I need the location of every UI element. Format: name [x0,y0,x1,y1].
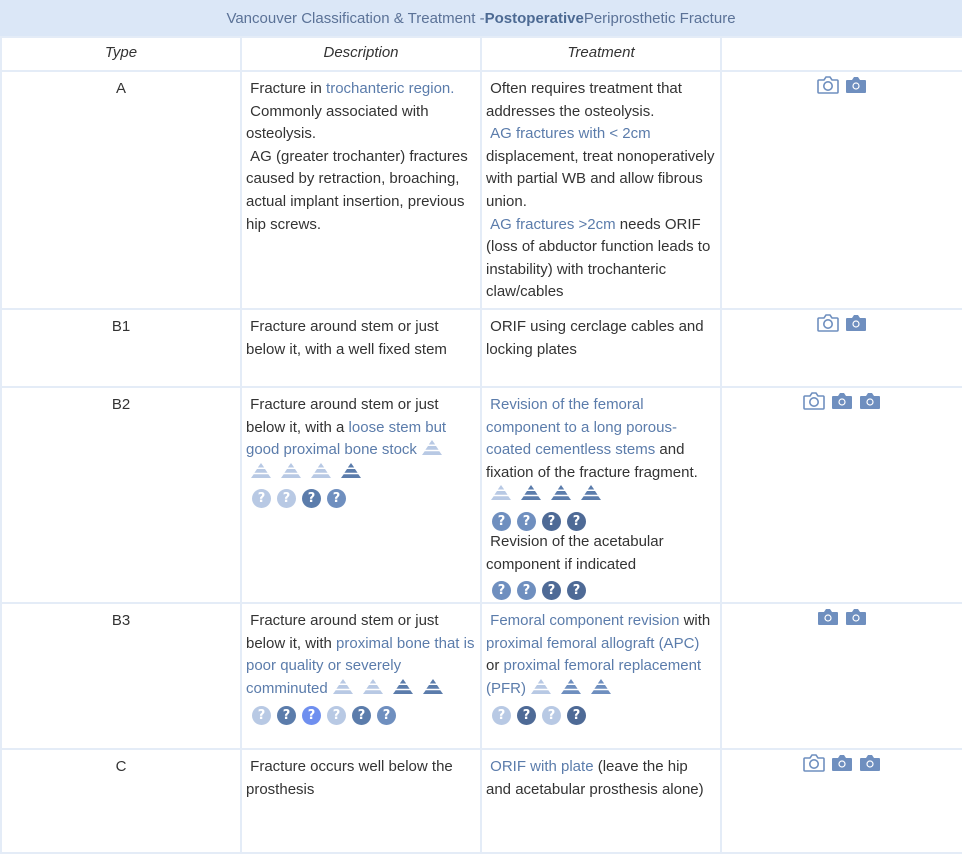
evidence-triangle-icon[interactable] [310,462,332,478]
media-cell [721,603,962,749]
treatment-cell [481,71,721,309]
text-segment: Fracture around stem or just below it, with a well fixed stem [246,318,447,358]
question-icon[interactable]: ? [567,581,586,600]
evidence-triangle-icon[interactable] [362,678,384,694]
media-cell [721,749,962,853]
text-segment: displacement, treat nonoperatively with partial WB and allow fibrous union. [486,147,715,210]
text-segment: and fixation of the fracture fragment. [486,441,698,481]
description-cell [241,387,481,603]
evidence-triangle-icon[interactable] [590,678,612,694]
panel-title [0,0,962,36]
question-icon[interactable]: ? [302,706,321,725]
question-links [489,507,716,531]
camera-filled-icon[interactable] [859,754,881,772]
highlighted-text[interactable]: proximal bone that is poor quality or severely comminuted [246,634,475,697]
evidence-triangle-icon[interactable] [332,678,354,694]
evidence-triangle-icon[interactable] [490,484,512,500]
question-links [249,484,476,508]
highlighted-text[interactable]: trochanteric region. [326,80,455,97]
header-description: Description [241,37,481,71]
highlighted-text[interactable]: proximal femoral allograft (APC) [486,634,700,652]
media-cell [721,387,962,603]
media-cell [721,71,962,309]
text-segment: ORIF using cerclage cables and locking plates [486,318,704,358]
type-cell: A [1,71,241,309]
camera-filled-icon[interactable] [845,608,867,626]
text-segment: or [486,657,504,675]
description-cell [241,309,481,387]
title-suffix: Periprosthetic Fracture [583,9,736,27]
question-icon[interactable]: ? [542,512,561,531]
type-cell: B3 [1,603,241,749]
header-row [1,37,962,71]
table-row [1,387,962,603]
text-segment: AG (greater trochanter) fractures caused by retraction, broaching, actual implant insertion, previous hip screws. [246,147,468,233]
evidence-triangle-icon[interactable] [560,678,582,694]
camera-outline-icon[interactable] [803,392,825,410]
evidence-rating [328,680,448,697]
description-cell [241,71,481,309]
camera-outline-icon[interactable] [803,754,825,772]
question-icon[interactable]: ? [517,581,536,600]
text-segment: Fracture in [246,80,327,97]
camera-filled-icon[interactable] [859,392,881,410]
title-bold: Postoperative [484,9,584,27]
text-segment: needs ORIF (loss of abductor function leads to instability) with trochanteric claw/cables [486,215,711,301]
question-icon[interactable]: ? [542,581,561,600]
question-icon[interactable]: ? [542,706,561,725]
highlighted-text[interactable]: AG fractures >2cm [486,215,616,233]
question-icon[interactable]: ? [327,706,346,725]
question-icon[interactable]: ? [492,706,511,725]
question-icon[interactable]: ? [277,489,296,508]
question-links [489,576,716,600]
type-cell: B2 [1,387,241,603]
table-row [1,71,962,309]
table-row [1,749,962,853]
media-cell [721,309,962,387]
type-cell: C [1,749,241,853]
camera-filled-icon[interactable] [845,76,867,94]
treatment-cell [481,603,721,749]
classification-table [0,36,962,854]
highlighted-text[interactable]: AG fractures with < 2cm [486,125,651,143]
camera-outline-icon[interactable] [817,314,839,332]
text-segment: Revision of the acetabular component if indicated [486,532,664,573]
text-segment: Fracture around stem or just below it, with [246,612,439,652]
question-icon[interactable]: ? [302,489,321,508]
question-icon[interactable]: ? [377,706,396,725]
evidence-triangle-icon[interactable] [520,484,542,500]
question-icon[interactable]: ? [277,706,296,725]
question-icon[interactable]: ? [567,706,586,725]
question-icon[interactable]: ? [492,512,511,531]
evidence-triangle-icon[interactable] [422,678,444,694]
highlighted-text[interactable]: Femoral component revision [486,612,680,630]
evidence-rating [486,486,606,503]
evidence-triangle-icon[interactable] [580,484,602,500]
question-icon[interactable]: ? [352,706,371,725]
evidence-triangle-icon[interactable] [392,678,414,694]
camera-outline-icon[interactable] [817,76,839,94]
header-treatment: Treatment [481,37,721,71]
text-segment: Often requires treatment that addresses the osteolysis. [486,80,682,120]
text-segment: (leave the hip and acetabular prosthesis alone) [486,758,704,798]
question-links [249,701,476,725]
evidence-triangle-icon[interactable] [250,462,272,478]
title-prefix: Vancouver Classification & Treatment - [226,9,485,27]
description-cell [241,749,481,853]
question-icon[interactable]: ? [252,706,271,725]
treatment-cell [481,749,721,853]
question-icon[interactable]: ? [567,512,586,531]
camera-filled-icon[interactable] [831,392,853,410]
evidence-rating [526,680,616,697]
evidence-triangle-icon[interactable] [550,484,572,500]
table-row [1,309,962,387]
highlighted-text[interactable]: proximal femoral replacement (PFR) [486,657,702,697]
text-segment: with [679,612,711,630]
text-segment: Fracture around stem or just below it, with a [246,396,439,436]
text-segment: Commonly associated with osteolysis. [246,102,429,143]
question-links [489,701,716,725]
evidence-triangle-icon[interactable] [280,462,302,478]
header-type: Type [1,37,241,71]
question-icon[interactable]: ? [327,489,346,508]
type-cell: B1 [1,309,241,387]
camera-filled-icon[interactable] [817,608,839,626]
question-icon[interactable]: ? [517,512,536,531]
question-icon[interactable]: ? [252,489,271,508]
treatment-cell [481,309,721,387]
header-media [721,37,962,71]
camera-filled-icon[interactable] [845,314,867,332]
table-row [1,603,962,749]
evidence-triangle-icon[interactable] [530,678,552,694]
evidence-triangle-icon[interactable] [421,439,443,455]
description-cell [241,603,481,749]
camera-filled-icon[interactable] [831,754,853,772]
text-segment: Fracture occurs well below the prosthesis [246,758,453,798]
highlighted-text[interactable]: ORIF with plate [486,758,594,776]
highlighted-text[interactable]: loose stem but good proximal bone stock [246,418,447,459]
question-icon[interactable]: ? [492,581,511,600]
treatment-cell [481,387,721,603]
question-icon[interactable]: ? [517,706,536,725]
evidence-triangle-icon[interactable] [340,462,362,478]
highlighted-text[interactable]: Revision of the femoral component to a long porous-coated cementless stems [486,396,677,459]
